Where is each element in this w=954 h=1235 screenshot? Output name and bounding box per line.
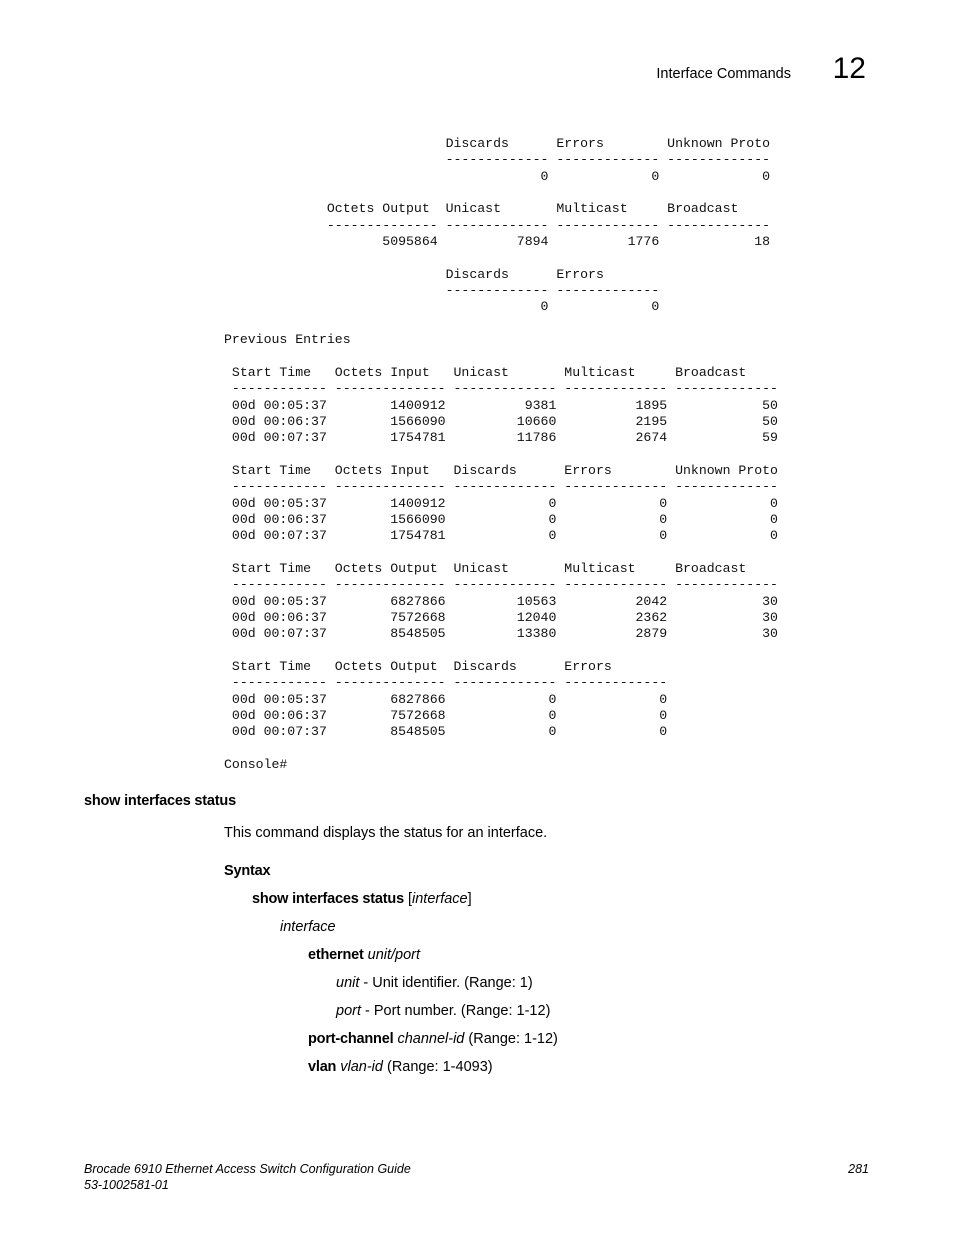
console-line: 00d 00:05:37 6827866 0 0 xyxy=(224,691,668,707)
port-name: port xyxy=(336,1003,361,1019)
ethernet-arg: unit/port xyxy=(363,947,421,963)
console-line: 00d 00:05:37 6827866 10563 2042 30 xyxy=(224,593,778,609)
page-footer-left xyxy=(84,1161,411,1193)
command-heading: show interfaces status xyxy=(84,793,236,809)
syntax-command: show interfaces status xyxy=(252,891,404,907)
console-line: Start Time Octets Input Discards Errors Unknown Proto xyxy=(224,462,778,478)
running-header-title: Interface Commands xyxy=(656,66,791,82)
port-description: - Port number. (Range: 1-12) xyxy=(361,1003,551,1019)
console-line: 00d 00:05:37 1400912 9381 1895 50 xyxy=(224,397,778,413)
console-line: Octets Output Unicast Multicast Broadcast xyxy=(224,201,739,217)
guide-title: Brocade 6910 Ethernet Access Switch Configuration Guide xyxy=(84,1162,411,1176)
console-line: 00d 00:07:37 8548505 0 0 xyxy=(224,724,668,740)
console-line: 0 0 xyxy=(224,299,660,315)
param-interface: interface xyxy=(280,919,336,935)
syntax-line xyxy=(252,891,472,907)
port-channel-keyword: port-channel xyxy=(308,1031,394,1047)
option-port xyxy=(336,1003,550,1019)
vlan-arg: vlan-id xyxy=(336,1059,383,1075)
console-line: Discards Errors xyxy=(224,266,604,282)
console-line: Console# xyxy=(224,757,288,773)
page-number: 281 xyxy=(848,1162,869,1176)
option-ethernet xyxy=(308,947,420,963)
console-line: 00d 00:06:37 7572668 12040 2362 30 xyxy=(224,609,778,625)
ethernet-keyword: ethernet xyxy=(308,947,364,963)
console-line: 00d 00:06:37 1566090 0 0 0 xyxy=(224,511,778,527)
option-port-channel xyxy=(308,1031,558,1047)
option-vlan xyxy=(308,1059,493,1075)
console-line: 00d 00:06:37 7572668 0 0 xyxy=(224,708,668,724)
console-line: 0 0 0 xyxy=(224,168,771,184)
unit-description: - Unit identifier. (Range: 1) xyxy=(359,975,533,991)
console-line: ------------ -------------- ------------- ------------- ------------- xyxy=(224,479,778,495)
console-line: 00d 00:05:37 1400912 0 0 0 xyxy=(224,495,778,511)
vlan-keyword: vlan xyxy=(308,1059,337,1075)
unit-name: unit xyxy=(336,975,360,991)
syntax-open-bracket: [ xyxy=(403,891,412,907)
syntax-label: Syntax xyxy=(224,863,271,879)
port-channel-range: (Range: 1-12) xyxy=(464,1031,558,1047)
console-line: 00d 00:06:37 1566090 10660 2195 50 xyxy=(224,413,778,429)
document-number: 53-1002581-01 xyxy=(84,1178,169,1192)
chapter-number: 12 xyxy=(832,52,866,85)
console-line: ------------ -------------- ------------- ------------- ------------- xyxy=(224,577,778,593)
console-line: 00d 00:07:37 1754781 0 0 0 xyxy=(224,528,778,544)
console-line: 00d 00:07:37 1754781 11786 2674 59 xyxy=(224,430,778,446)
console-output-block xyxy=(224,136,778,773)
option-unit xyxy=(336,975,533,991)
console-line: -------------- ------------- ------------- ------------- xyxy=(224,217,771,233)
console-line: ------------ -------------- ------------- ------------- ------------- xyxy=(224,381,778,397)
console-line: Start Time Octets Input Unicast Multicast Broadcast xyxy=(224,364,747,380)
console-line: Start Time Octets Output Unicast Multicast Broadcast xyxy=(224,560,747,576)
console-line: Previous Entries xyxy=(224,332,351,348)
console-line: 00d 00:07:37 8548505 13380 2879 30 xyxy=(224,626,778,642)
console-line: Start Time Octets Output Discards Errors xyxy=(224,659,612,674)
vlan-range: (Range: 1-4093) xyxy=(382,1059,493,1075)
console-line: ------------- ------------- ------------- xyxy=(224,152,771,168)
console-line: 5095864 7894 1776 18 xyxy=(224,234,771,250)
port-channel-arg: channel-id xyxy=(393,1031,465,1047)
console-line: Discards Errors Unknown Proto xyxy=(224,136,771,151)
command-description: This command displays the status for an interface. xyxy=(224,825,548,841)
syntax-param: interface xyxy=(412,891,468,907)
console-line: ------------ -------------- ------------- ------------- xyxy=(224,675,668,691)
syntax-close-bracket: ] xyxy=(467,891,472,907)
console-line: ------------- ------------- xyxy=(224,283,660,299)
